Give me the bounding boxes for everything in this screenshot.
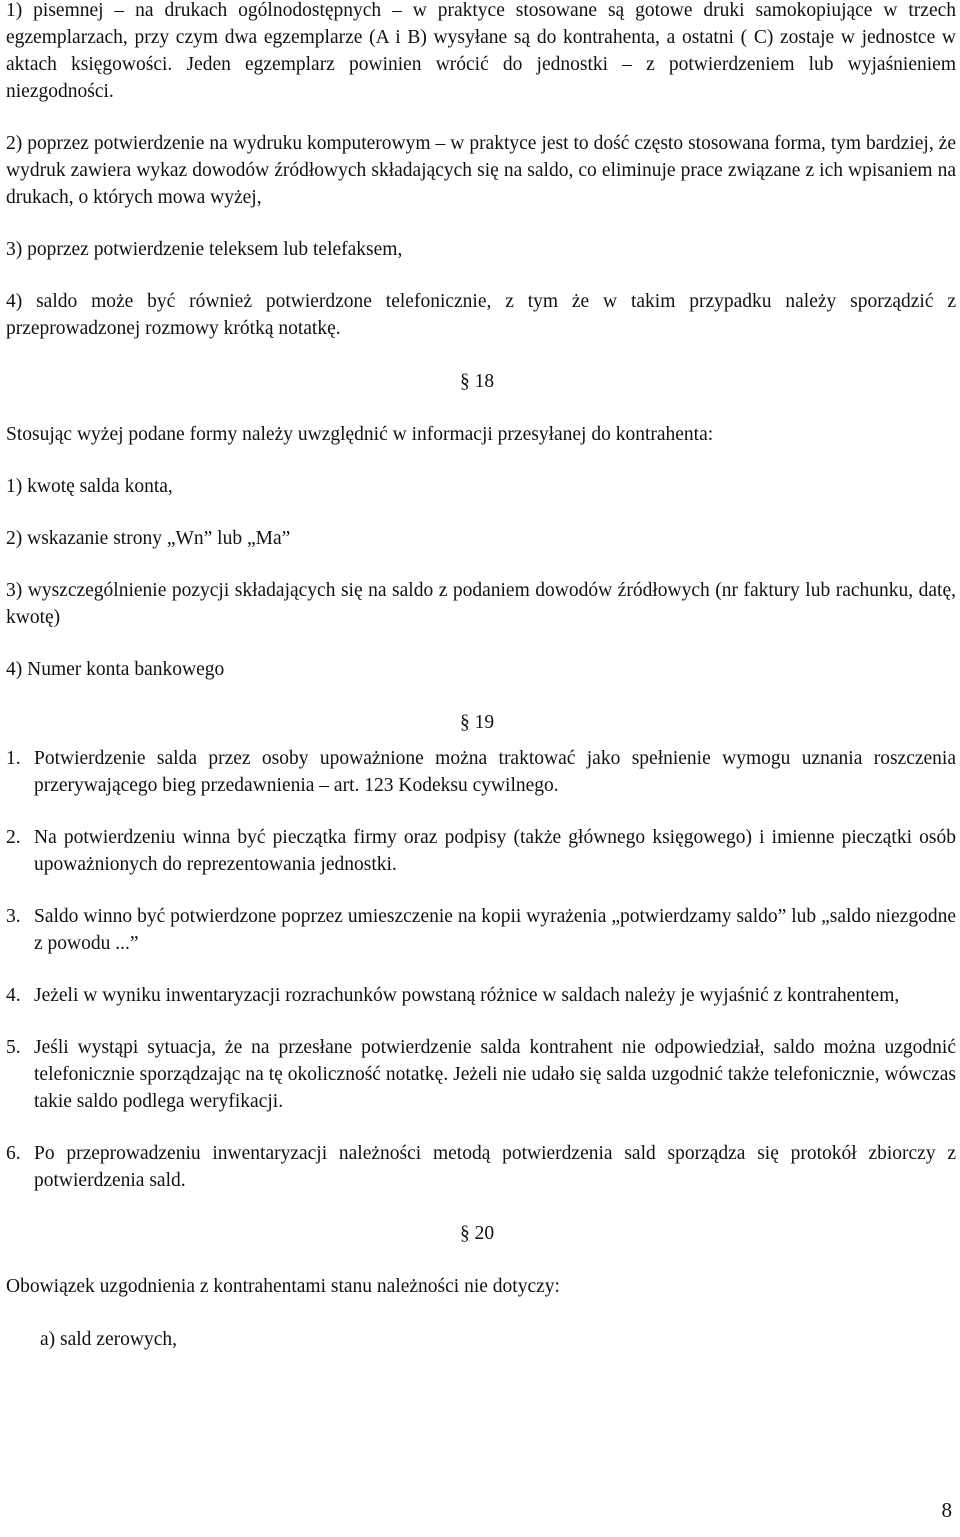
section-19-item-6 [6,1140,956,1194]
section-18-item-2: 2) wskazanie strony „Wn” lub „Ma” [6,528,291,549]
item-number: 6. [6,1143,21,1164]
section-sign: § [460,712,470,733]
item-text: Saldo winno być potwierdzone poprzez umieszczenie na kopii wyrażenia „potwierdzamy saldo” lub „saldo niezgodne z powodu ...” [34,906,956,954]
section-19-item-4 [6,982,956,1009]
item-number: 3. [6,906,21,927]
item-text: Po przeprowadzeniu inwentaryzacji należności metodą potwierdzenia sald sporządza się protokół zbiorczy z potwierdzenia sald. [34,1143,956,1191]
section-20-item-a: a) sald zerowych, [40,1329,177,1350]
item-text: Jeśli wystąpi sytuacja, że na przesłane potwierdzenie salda kontrahent nie odpowiedział, saldo można uzgodnić telefonicznie sporządzając na tę okoliczność notatkę. Jeżeli nie udało się salda uzgodnić także telefonicznie, wówczas takie saldo podlega weryfikacji. [34,1037,956,1112]
item-text: Na potwierdzeniu winna być pieczątka firmy oraz podpisy (także głównego księgowego) i imienne pieczątki osób upoważnionych do reprezentowania jednostki. [34,827,956,875]
section-heading-18 [6,368,956,395]
section-19-item-1 [6,745,956,799]
document-page [6,0,956,1353]
paragraph-computer-printout: 2) poprzez potwierdzenie na wydruku komputerowym – w praktyce jest to dość często stosowana forma, tym bardziej, że wydruk zawiera wykaz dowodów źródłowych składających się na saldo, co eliminuje prace związane z ich wpisaniem na drukach, o których mowa wyżej, [6,133,956,208]
section-19-item-5 [6,1034,956,1115]
item-number: 1. [6,748,21,769]
section-19-item-3 [6,903,956,957]
section-number: 18 [474,371,495,392]
section-18-intro: Stosując wyżej podane formy należy uwzględnić w informacji przesyłanej do kontrahenta: [6,424,714,445]
section-19-item-2 [6,824,956,878]
item-number: 4. [6,985,21,1006]
paragraph-phone-confirmation: 4) saldo może być również potwierdzone telefonicznie, z tym że w takim przypadku należy sporządzić z przeprowadzonej rozmowy krótką notatkę. [6,291,956,339]
section-20-intro: Obowiązek uzgodnienia z kontrahentami stanu należności nie dotyczy: [6,1276,560,1297]
item-text: Jeżeli w wyniku inwentaryzacji rozrachunków powstaną różnice w saldach należy je wyjaśnić z kontrahentem, [34,985,900,1006]
section-heading-19 [6,709,956,736]
section-18-item-3: 3) wyszczególnienie pozycji składających się na saldo z podaniem dowodów źródłowych (nr faktury lub rachunku, datę, kwotę) [6,580,956,628]
section-sign: § [460,1223,470,1244]
section-18-item-4: 4) Numer konta bankowego [6,659,225,680]
section-number: 19 [474,712,495,733]
paragraph-written-form: 1) pisemnej – na drukach ogólnodostępnych – w praktyce stosowane są gotowe druki samokopiujące w trzech egzemplarzach, przy czym dwa egzemplarze (A i B) wysyłane są do kontrahenta, a ostatni ( C) zostaje w jednostce w aktach księgowości. Jeden egzemplarz powinien wrócić do jednostki – z potwierdzeniem lub wyjaśnieniem niezgodności. [6,0,956,102]
paragraph-telex-fax: 3) poprzez potwierdzenie teleksem lub telefaksem, [6,239,403,260]
item-number: 5. [6,1037,21,1058]
item-number: 2. [6,827,21,848]
section-18-item-1: 1) kwotę salda konta, [6,476,173,497]
section-number: 20 [474,1223,495,1244]
section-heading-20 [6,1220,956,1247]
item-text: Potwierdzenie salda przez osoby upoważnione można traktować jako spełnienie wymogu uznania roszczenia przerywającego bieg przedawnienia – art. 123 Kodeksu cywilnego. [34,748,956,796]
page-number: 8 [941,1498,952,1522]
section-sign: § [460,371,470,392]
